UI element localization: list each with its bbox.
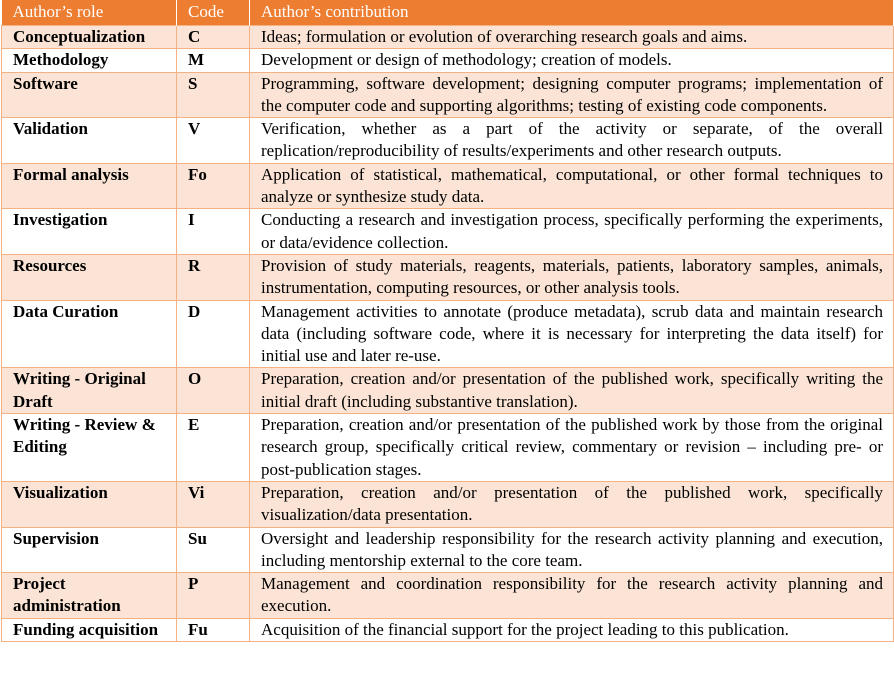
contribution-cell: Management activities to annotate (produce metadata), scrub data and maintain research data (including software code, where it is necessary for interpreting the data itself) for initial use and later re-use.	[250, 300, 894, 368]
contribution-cell: Preparation, creation and/or presentation of the published work, specifically writing the initial draft (including substantive translation).	[250, 368, 894, 414]
role-cell: Validation	[2, 118, 177, 164]
code-cell: P	[177, 573, 250, 619]
table-row	[2, 118, 894, 164]
contribution-cell: Development or design of methodology; creation of models.	[250, 49, 894, 72]
role-cell: Software	[2, 72, 177, 118]
role-cell: Visualization	[2, 481, 177, 527]
role-cell: Resources	[2, 254, 177, 300]
contribution-cell: Preparation, creation and/or presentation of the published work by those from the original research group, specifically critical review, commentary or revision – including pre- or post-publication stages.	[250, 414, 894, 482]
code-cell: Fo	[177, 163, 250, 209]
role-cell: Investigation	[2, 209, 177, 255]
contribution-cell: Verification, whether as a part of the activity or separate, of the overall replication/reproducibility of results/experiments and other research outputs.	[250, 118, 894, 164]
contribution-cell: Preparation, creation and/or presentation of the published work, specifically visualization/data presentation.	[250, 481, 894, 527]
code-cell: I	[177, 209, 250, 255]
code-cell: R	[177, 254, 250, 300]
code-cell: Su	[177, 527, 250, 573]
contribution-cell: Acquisition of the financial support for the project leading to this publication.	[250, 618, 894, 641]
table-row	[2, 300, 894, 368]
contribution-cell: Management and coordination responsibility for the research activity planning and execution.	[250, 573, 894, 619]
table-row	[2, 163, 894, 209]
role-cell: Formal analysis	[2, 163, 177, 209]
role-cell: Conceptualization	[2, 26, 177, 49]
role-cell: Funding acquisition	[2, 618, 177, 641]
table-body	[2, 26, 894, 642]
table-row	[2, 72, 894, 118]
header-code: Code	[177, 0, 250, 26]
code-cell: V	[177, 118, 250, 164]
table-row	[2, 573, 894, 619]
code-cell: D	[177, 300, 250, 368]
table-row	[2, 26, 894, 49]
header-role: Author’s role	[2, 0, 177, 26]
table-row	[2, 527, 894, 573]
contribution-cell: Conducting a research and investigation process, specifically performing the experiments, or data/evidence collection.	[250, 209, 894, 255]
table-row	[2, 49, 894, 72]
author-contributions-table	[1, 0, 894, 642]
table-header	[2, 0, 894, 26]
contribution-cell: Oversight and leadership responsibility for the research activity planning and execution, including mentorship external to the core team.	[250, 527, 894, 573]
role-cell: Writing - Review & Editing	[2, 414, 177, 482]
header-row	[2, 0, 894, 26]
contribution-cell: Application of statistical, mathematical, computational, or other formal techniques to analyze or synthesize study data.	[250, 163, 894, 209]
table-row	[2, 414, 894, 482]
table-row	[2, 368, 894, 414]
table-row	[2, 481, 894, 527]
code-cell: Fu	[177, 618, 250, 641]
contribution-cell: Provision of study materials, reagents, materials, patients, laboratory samples, animals, instrumentation, computing resources, or other analysis tools.	[250, 254, 894, 300]
role-cell: Supervision	[2, 527, 177, 573]
code-cell: Vi	[177, 481, 250, 527]
table-row	[2, 209, 894, 255]
code-cell: O	[177, 368, 250, 414]
code-cell: C	[177, 26, 250, 49]
table-row	[2, 618, 894, 641]
role-cell: Data Curation	[2, 300, 177, 368]
code-cell: M	[177, 49, 250, 72]
contribution-cell: Ideas; formulation or evolution of overarching research goals and aims.	[250, 26, 894, 49]
code-cell: S	[177, 72, 250, 118]
role-cell: Methodology	[2, 49, 177, 72]
role-cell: Project administration	[2, 573, 177, 619]
code-cell: E	[177, 414, 250, 482]
role-cell: Writing - Original Draft	[2, 368, 177, 414]
table-row	[2, 254, 894, 300]
header-contribution: Author’s contribution	[250, 0, 894, 26]
contribution-cell: Programming, software development; designing computer programs; implementation of the computer code and supporting algorithms; testing of existing code components.	[250, 72, 894, 118]
